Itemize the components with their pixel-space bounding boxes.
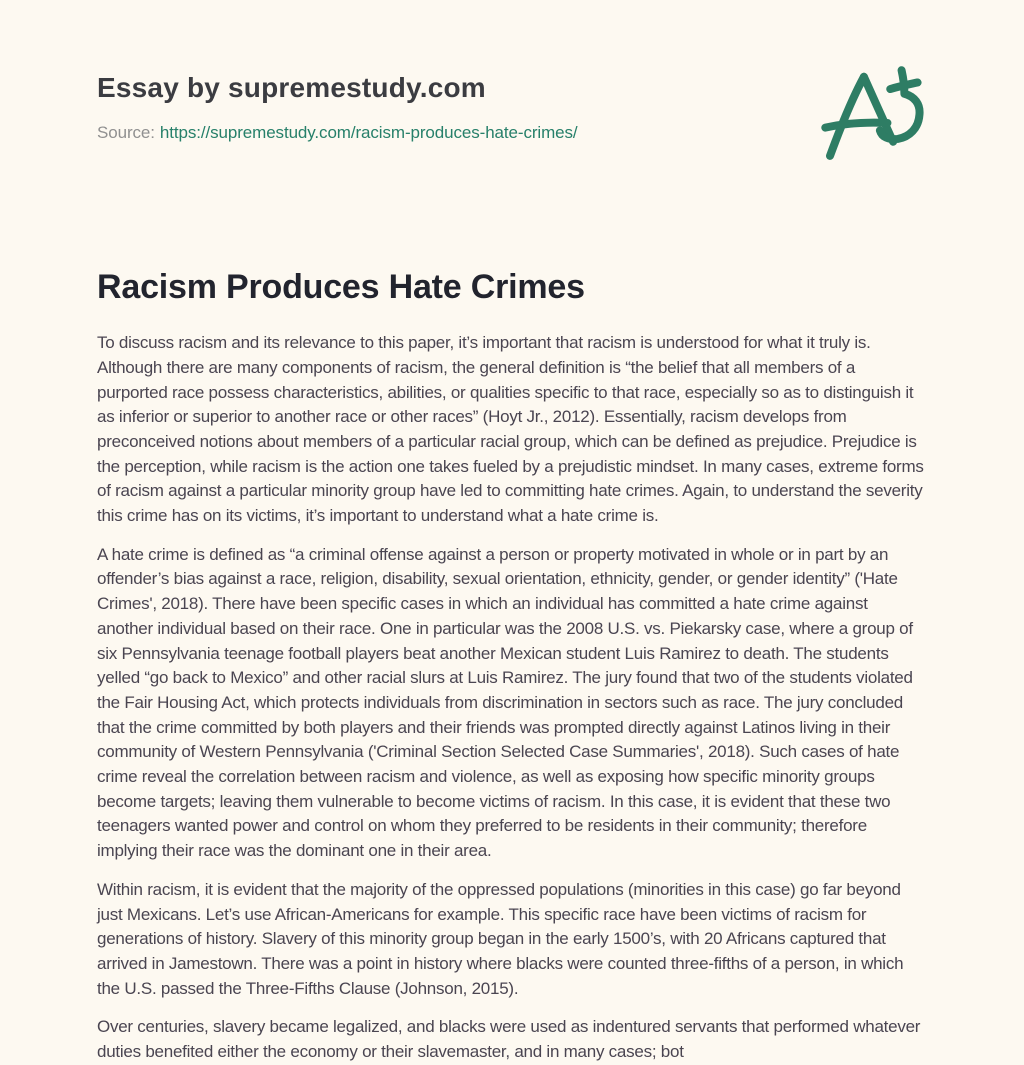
essay-paragraph-3: Within racism, it is evident that the majority of the oppressed populations (minorities in this case) go far beyond just Mexicans. Let’s use African-Americans for example. This specific race have been victims of racism for generations of history. Slavery of this minority group began in the early 1500’s, with 20 Africans captured that arrived in Jamestown. There was a point in history where blacks were counted three-fifths of a person, in which the U.S. passed the Three-Fifths Clause (Johnson, 2015). bbox=[97, 879, 904, 998]
essay-paragraph-2: A hate crime is defined as “a criminal offense against a person or property motivated in whole or in part by an offender’s bias against a race, religion, disability, sexual orientation, ethnicity, gender, or gender identity” ('Hate Crimes', 2018). There have been specific cases in which an individual has committed a hate crime against another individual based on their race. One in particular was the 2008 U.S. vs. Piekarsky case, where a group of six Pennsylvania teenage football players beat another Mexican student Luis Ramirez to death. The students yelled “go back to Mexico” and other racial slurs at Luis Ramirez. The jury found that two of the students violated the Fair Housing Act, which protects individuals from discrimination in sectors such as race. The jury concluded that the crime committed by both players and their friends was prompted directly against Latinos living in their community of Western Pennsylvania ('Criminal Section Selected Case Summaries', 2018). Such cases of hate crime reveal the correlation between racism and violence, as well as exposing how specific minority groups become targets; leaving them vulnerable to become victims of racism. In this case, it is evident that these two teenagers wanted power and control on whom they preferred to be residents in their community; therefore implying their race was the dominant one in their area. bbox=[97, 544, 913, 861]
source-link[interactable]: https://supremestudy.com/racism-produces-hate-crimes/ bbox=[159, 123, 578, 143]
page-header bbox=[97, 64, 927, 164]
header-text-block bbox=[97, 64, 578, 143]
essay-body bbox=[97, 331, 927, 1065]
page-title: Essay by supremestudy.com bbox=[97, 72, 486, 103]
source-label: Source: bbox=[97, 123, 155, 143]
essay-paragraph-4: Over centuries, slavery became legalized, and blacks were used as indentured servants that performed whatever duties benefited either the economy or their slavemaster, and in many cases; bot bbox=[97, 1017, 921, 1062]
supremestudy-logo bbox=[814, 64, 927, 164]
a-plus-logo-icon bbox=[814, 64, 927, 164]
essay-paragraph-1: To discuss racism and its relevance to this paper, it’s important that racism is understood for what it truly is. Although there are many components of racism, the general definition is “the belief that all members of a purported race possess characteristics, abilities, or qualities specific to that race, especially so as to distinguish it as inferior or superior to another race or other races” (Hoyt Jr., 2012). Essentially, racism develops from preconceived notions about members of a particular racial group, which can be defined as prejudice. Prejudice is the perception, while racism is the action one takes fueled by a prejudistic mindset. In many cases, extreme forms of racism against a particular minority group have led to committing hate crimes. Again, to understand the severity this crime has on its victims, it’s important to understand what a hate crime is. bbox=[97, 333, 924, 526]
source-line bbox=[97, 123, 578, 143]
essay-title: Racism Produces Hate Crimes bbox=[97, 268, 585, 306]
